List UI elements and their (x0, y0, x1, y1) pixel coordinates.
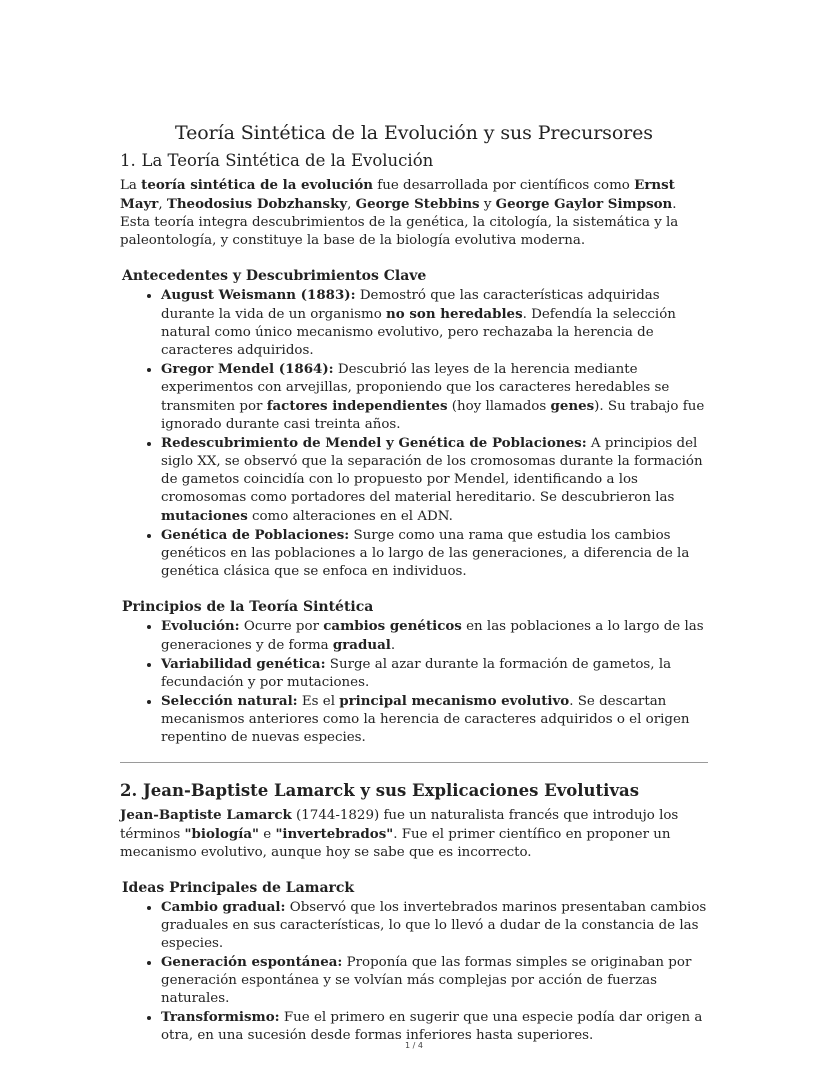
text-run: en las poblaciones a lo largo de las generaciones y de forma (161, 619, 704, 653)
principios-list (120, 617, 708, 747)
bold-run: Gregor Mendel (1864): (161, 361, 334, 377)
list-item-weismann (161, 286, 708, 360)
text-run: Fue el primero en sugerir que una especie podía dar origen a otra, en una sucesión desde formas inferiores hasta superiores. (161, 1010, 703, 1043)
text-run: . (390, 638, 396, 653)
list-item-transformismo (161, 1008, 708, 1045)
bold-run: Evolución: (161, 618, 240, 634)
bold-run: Redescubrimiento de Mendel y Genética de Poblaciones: (161, 435, 587, 451)
section-1-intro (120, 176, 708, 250)
bold-run: Cambio gradual: (161, 899, 286, 915)
list-item-mendel (161, 360, 708, 434)
principios-heading: Principios de la Teoría Sintética (122, 599, 374, 615)
bold-run: principal mecanismo evolutivo (339, 693, 570, 709)
bold-run: Theodosius Dobzhansky (166, 196, 348, 212)
text-run: , (158, 197, 167, 212)
section-2-intro (120, 806, 708, 862)
text-run: Descubrió las leyes de la herencia mediante experimentos con arvejillas, proponiendo que los caracteres heredables se transmiten por (161, 362, 670, 414)
list-item-seleccion (161, 692, 708, 747)
text-run: (hoy llamados (447, 399, 551, 414)
document-title: Teoría Sintética de la Evolución y sus Precursores (175, 122, 653, 144)
list-item-genetica-poblaciones (161, 526, 708, 581)
text-run: Surge al azar durante la formación de gametos, la fecundación y por mutaciones. (161, 657, 672, 690)
list-item-redescubrimiento (161, 434, 708, 526)
bold-run: Jean-Baptiste Lamarck (120, 807, 292, 823)
text-run: ). Su trabajo fue ignorado durante casi treinta años. (161, 399, 705, 432)
section-divider (120, 762, 708, 763)
bold-run: no son heredables (386, 306, 523, 322)
bold-run: gradual (332, 637, 391, 653)
bold-run: Genética de Poblaciones: (161, 527, 350, 543)
ideas-list (120, 898, 708, 1045)
text-run: Proponía que las formas simples se originaban por generación espontánea y se volvían más complejas por acción de fuerzas naturales. (161, 955, 692, 1006)
page-indicator: 1 / 4 (405, 1041, 423, 1050)
bold-run: George Stebbins (355, 196, 480, 212)
text-run: e (259, 827, 276, 842)
bold-run: mutaciones (161, 508, 248, 524)
text-run: y (479, 197, 496, 212)
text-run: , (347, 197, 356, 212)
list-item-generacion-espontanea (161, 953, 708, 1008)
text-run: . Fue el primer científico en proponer un mecanismo evolutivo, aunque hoy se sabe que es incorrecto. (120, 827, 671, 860)
bold-run: August Weismann (1883): (161, 287, 356, 303)
antecedentes-list (120, 286, 708, 581)
bold-run: Transformismo: (161, 1009, 280, 1025)
text-run: . Esta teoría integra descubrimientos de la genética, la citología, la sistemática y la paleontología, y constituye la base de la biología evolutiva moderna. (120, 197, 679, 248)
text-run: como alteraciones en el ADN. (247, 509, 453, 524)
text-run: . Se descartan mecanismos anteriores como la herencia de caracteres adquiridos o el origen repentino de nuevas especies. (161, 694, 690, 745)
section-2-title: Jean-Baptiste Lamarck y sus Explicaciones Evolutivas (142, 781, 640, 800)
bold-run: "invertebrados" (275, 826, 394, 842)
text-run: fue desarrollada por científicos como (373, 178, 635, 193)
ideas-heading: Ideas Principales de Lamarck (122, 880, 355, 896)
text-run: La (120, 178, 142, 193)
section-1-title: La Teoría Sintética de la Evolución (141, 151, 434, 170)
bold-run: genes (550, 398, 595, 414)
text-run: Es el (297, 694, 340, 709)
bold-run: cambios genéticos (323, 618, 462, 634)
text-run: . Defendía la selección natural como único mecanismo evolutivo, pero rechazaba la herencia de caracteres adquiridos. (161, 307, 676, 358)
text-run: Ocurre por (239, 619, 324, 634)
list-item-evolucion (161, 617, 708, 655)
antecedentes-heading: Antecedentes y Descubrimientos Clave (122, 268, 427, 284)
section-2-number: 2. (120, 781, 138, 800)
bold-run: teoría sintética de la evolución (141, 177, 374, 193)
bold-run: Selección natural: (161, 693, 298, 709)
text-run: (1744-1829) fue un naturalista francés que introdujo los términos (120, 808, 679, 842)
bold-run: Variabilidad genética: (161, 656, 326, 672)
bold-run: factores independientes (266, 398, 448, 414)
text-run: Surge como una rama que estudia los cambios genéticos en las poblaciones a lo largo de las generaciones, a diferencia de la genética clásica que se enfoca en individuos. (161, 528, 690, 579)
section-1-heading (120, 151, 708, 170)
list-item-variabilidad (161, 655, 708, 692)
bold-run: "biología" (184, 826, 259, 842)
bold-run: Generación espontánea: (161, 954, 343, 970)
text-run: A principios del siglo XX, se observó que la separación de los cromosomas durante la formación de gametos coincidía con lo propuesto por Mendel, identificando a los cromosomas como portadores del material hereditario. Se descubrieron las (161, 436, 703, 505)
section-2-heading (120, 781, 708, 800)
section-1-number: 1. (120, 151, 136, 170)
list-item-cambio-gradual (161, 898, 708, 953)
bold-run: Ernst Mayr (120, 177, 675, 212)
bold-run: George Gaylor Simpson (495, 196, 673, 212)
text-run: Observó que los invertebrados marinos presentaban cambios graduales en sus características, lo que lo llevó a dudar de la constancia de las especies. (161, 900, 707, 951)
text-run: Demostró que las características adquiridas durante la vida de un organismo (161, 288, 660, 322)
